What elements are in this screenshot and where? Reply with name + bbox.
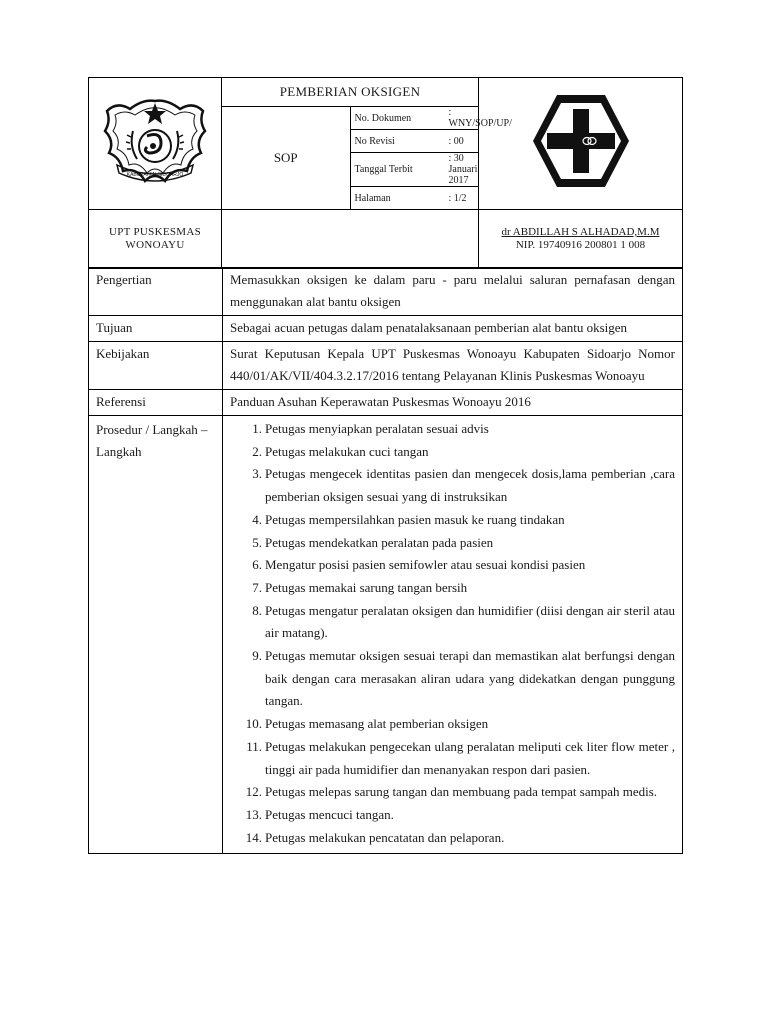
- step-text: Petugas mengecek identitas pasien dan mengecek dosis,lama pemberian ,cara pemberian oksigen sesuai yang di instruksikan: [265, 466, 675, 505]
- step-text: Petugas mendekatkan peralatan pada pasien: [265, 534, 494, 550]
- meta-key: Halaman: [354, 192, 391, 204]
- meta-key: No. Dokumen: [351, 107, 445, 130]
- step-number: 10.: [245, 716, 262, 732]
- step-number: 11.: [246, 738, 262, 754]
- procedure-steps-cell: [223, 416, 683, 854]
- section-row-prosedur: [89, 416, 683, 854]
- meta-value: : 00: [445, 130, 479, 153]
- step-text: Petugas memutar oksigen sesuai terapi dan memastikan alat berfungsi dengan baik dengan cara merasakan aliran udara yang didekatkan dengan punggung tangan.: [265, 648, 675, 709]
- section-label: Tujuan: [89, 316, 223, 342]
- regency-logo-cell: [89, 78, 222, 210]
- document-header: [88, 77, 683, 269]
- procedure-step: [230, 532, 675, 555]
- procedure-step: [230, 509, 675, 532]
- step-text: Petugas melakukan pencatatan dan pelaporan.: [265, 829, 505, 845]
- signer-block: [479, 210, 683, 269]
- step-number: 13.: [245, 806, 262, 822]
- step-number: 12.: [245, 784, 262, 800]
- step-text: Petugas melakukan pengecekan ulang peralatan meliputi cek liter flow meter , tinggi air pada humidifier dan menanyakan respon dari pasien.: [265, 738, 675, 777]
- signer-nip: NIP. 19740916 200801 1 008: [515, 239, 646, 251]
- step-number: 8.: [252, 602, 262, 618]
- section-label: Prosedur / Langkah – Langkah: [89, 416, 223, 854]
- empty-cell: [222, 210, 479, 269]
- step-text: Petugas mengatur peralatan oksigen dan humidifier (diisi dengan air steril atau air matang).: [265, 602, 675, 641]
- step-number: 3.: [252, 466, 262, 482]
- section-row-pengertian: [89, 268, 683, 316]
- organization-name: [89, 210, 222, 269]
- section-text: Surat Keputusan Kepala UPT Puskesmas Wonoayu Kabupaten Sidoarjo Nomor 440/01/AK/VII/404.3.2.17/2016 tentang Pelayanan Klinis Puskesmas Wonoayu: [223, 342, 683, 390]
- meta-row: [351, 187, 479, 210]
- procedure-step: [230, 418, 675, 441]
- procedure-step: [230, 441, 675, 464]
- section-label: Pengertian: [89, 268, 223, 316]
- step-text: Petugas melepas sarung tangan dan membuang pada tempat sampah medis.: [265, 784, 658, 800]
- procedure-step: [230, 827, 675, 850]
- sop-content-table: [88, 267, 683, 854]
- organization-line-1: UPT PUSKESMAS: [108, 226, 202, 238]
- step-text: Petugas mempersilahkan pasien masuk ke ruang tindakan: [265, 511, 565, 527]
- section-row-kebijakan: [89, 342, 683, 390]
- meta-key: No Revisi: [351, 130, 445, 153]
- step-text: Petugas memasang alat pemberian oksigen: [265, 716, 489, 732]
- step-number: 2.: [252, 443, 262, 459]
- section-label: Referensi: [89, 390, 223, 416]
- section-row-tujuan: [89, 316, 683, 342]
- signer-name: dr ABDILLAH S ALHADAD,M.M: [501, 226, 660, 238]
- section-text: Panduan Asuhan Keperawatan Puskesmas Wonoayu 2016: [223, 390, 683, 416]
- meta-row: [351, 130, 479, 153]
- procedure-steps-list: [230, 418, 675, 849]
- procedure-step: [230, 600, 675, 645]
- organization-line-2: WONOAYU: [125, 239, 185, 251]
- step-number: 5.: [252, 534, 262, 550]
- meta-value: : 30 Januari 2017: [445, 153, 479, 187]
- step-number: 4.: [252, 511, 262, 527]
- section-text: Memasukkan oksigen ke dalam paru - paru melalui saluran pernafasan dengan menggunakan alat bantu oksigen: [223, 268, 683, 316]
- step-text: Petugas mencuci tangan.: [265, 806, 394, 822]
- document-meta-cell: [350, 107, 512, 210]
- section-label: Kebijakan: [89, 342, 223, 390]
- procedure-step: [230, 804, 675, 827]
- step-number: 14.: [245, 829, 262, 845]
- procedure-step: [230, 577, 675, 600]
- meta-row: [351, 107, 479, 130]
- step-number: 9.: [252, 648, 262, 664]
- sop-label: SOP: [222, 107, 351, 210]
- document-title: PEMBERIAN OKSIGEN: [222, 78, 479, 107]
- step-text: Mengatur posisi pasien semifowler atau sesuai kondisi pasien: [265, 557, 586, 573]
- step-number: 7.: [252, 579, 262, 595]
- step-text: Petugas melakukan cuci tangan: [265, 443, 429, 459]
- puskesmas-logo-cell: [479, 78, 683, 210]
- procedure-step: [230, 781, 675, 804]
- meta-row: [351, 153, 479, 187]
- procedure-step: [230, 645, 675, 713]
- section-text: Sebagai acuan petugas dalam penatalaksanaan pemberian alat bantu oksigen: [223, 316, 683, 342]
- procedure-step: [230, 554, 675, 577]
- section-row-referensi: [89, 390, 683, 416]
- meta-value: : 1/2: [448, 192, 467, 204]
- meta-value: : WNY/SOP/UP/: [445, 107, 479, 130]
- step-text: Petugas memakai sarung tangan bersih: [265, 579, 468, 595]
- procedure-step: [230, 736, 675, 781]
- procedure-step: [230, 713, 675, 736]
- step-text: Petugas menyiapkan peralatan sesuai advis: [265, 421, 489, 436]
- regency-emblem-icon: [95, 91, 215, 191]
- step-number: 1.: [252, 421, 262, 436]
- step-number: 6.: [252, 557, 262, 573]
- procedure-step: [230, 463, 675, 508]
- puskesmas-cross-icon: [529, 91, 633, 191]
- document-meta-table: [351, 107, 512, 209]
- meta-key: Tanggal Terbit: [351, 153, 445, 187]
- logo-lettering: KABUPATEN SIDOARJO: [126, 172, 184, 178]
